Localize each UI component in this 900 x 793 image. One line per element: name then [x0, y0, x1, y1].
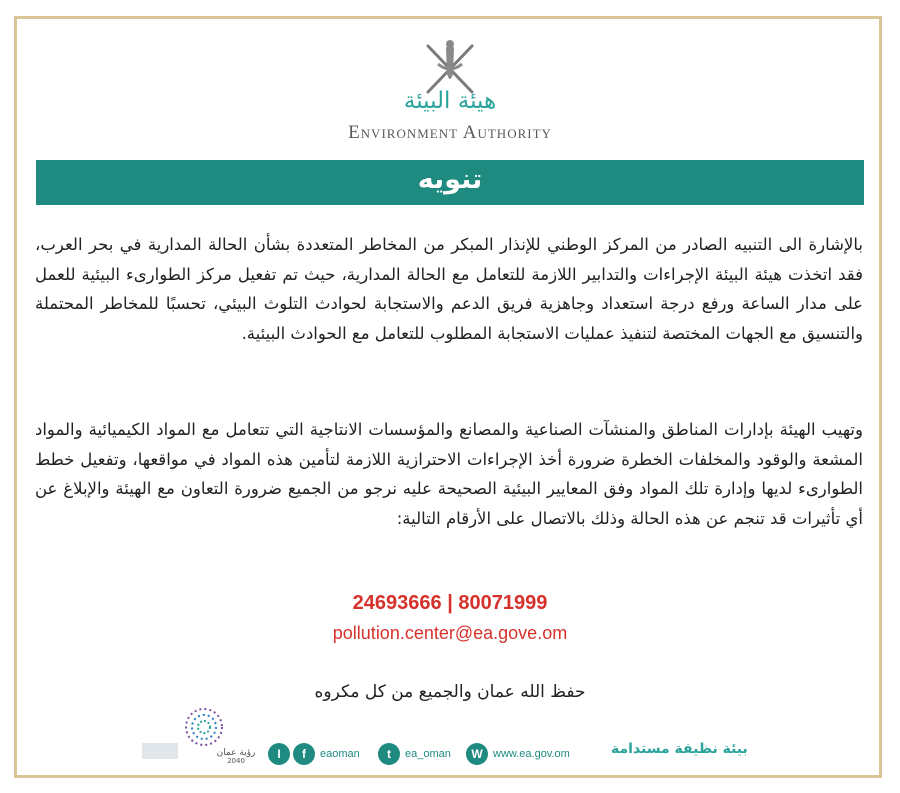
- phone-numbers: 24693666 | 80071999: [352, 592, 548, 614]
- slogan: بيئة نظيفة مستدامة: [611, 741, 748, 757]
- page-title: تنويه: [417, 164, 483, 195]
- website-link[interactable]: www.ea.gov.om: [493, 748, 570, 760]
- oman-vision-year: 2040: [227, 757, 245, 765]
- facebook-instagram-group: [268, 741, 360, 767]
- instagram-icon[interactable]: I: [268, 743, 290, 765]
- web-icon[interactable]: W: [466, 743, 488, 765]
- twitter-icon[interactable]: t: [378, 743, 400, 765]
- logo-english-name: Environment Authority: [348, 122, 552, 143]
- closing-line: حفظ الله عمان والجميع من كل مكروه: [314, 682, 586, 702]
- logo-arabic-name: هيئة البيئة: [403, 88, 497, 114]
- website-group: [466, 741, 570, 767]
- oman-vision-text: رؤية عمان: [216, 748, 256, 758]
- paragraph-2: وتهيب الهيئة بإدارات المناطق والمنشآت الصناعية والمصانع والمؤسسات الانتاجية التي تتعامل مع المواد الكيميائية والمواد المشعة والوقود والمخلفات الخطرة ضرورة أخذ الإجراءات الاحترازية اللازمة لتأمين هذه المواد في مواقعها، وتفعيل خطط الطوارىء لديها وإدارة تلك المواد وفق المعايير البيئية الصحيحة عليه نرجو من الجميع ضرورة التعاون مع الهيئة والإبلاغ عن أي تأثيرات قد تنجم عن هذه الحالة وذلك بالاتصال على الأرقام التالية:: [35, 420, 863, 528]
- twitter-handle[interactable]: ea_oman: [405, 748, 451, 760]
- facebook-icon[interactable]: f: [293, 743, 315, 765]
- title-banner: [36, 160, 864, 205]
- email-address[interactable]: pollution.center@ea.gove.om: [332, 623, 568, 643]
- oman-vision-logo-icon: [140, 705, 260, 767]
- twitter-group: [378, 741, 451, 767]
- facebook-handle[interactable]: eaoman: [320, 748, 360, 760]
- paragraph-1: بالإشارة الى التنبيه الصادر من المركز الوطني للإنذار المبكر من المخاطر المتعددة بشأن الحالة المدارية في بحر العرب، فقد اتخذت هيئة البيئة الإجراءات والتدابير اللازمة للتعامل مع الحالة المدارية، حيث تم تفعيل مركز الطوارىء البيئية للعمل على مدار الساعة ورفع درجة استعداد وجاهزية فريق الدعم والاستجابة لحوادث التلوث البيئي، تحسبًا للمخاطر المحتملة والتنسيق مع الجهات المختصة لتنفيذ عمليات الاستجابة المطلوب للتعامل مع الحوادث البيئية.: [35, 235, 863, 343]
- footer: [36, 705, 864, 775]
